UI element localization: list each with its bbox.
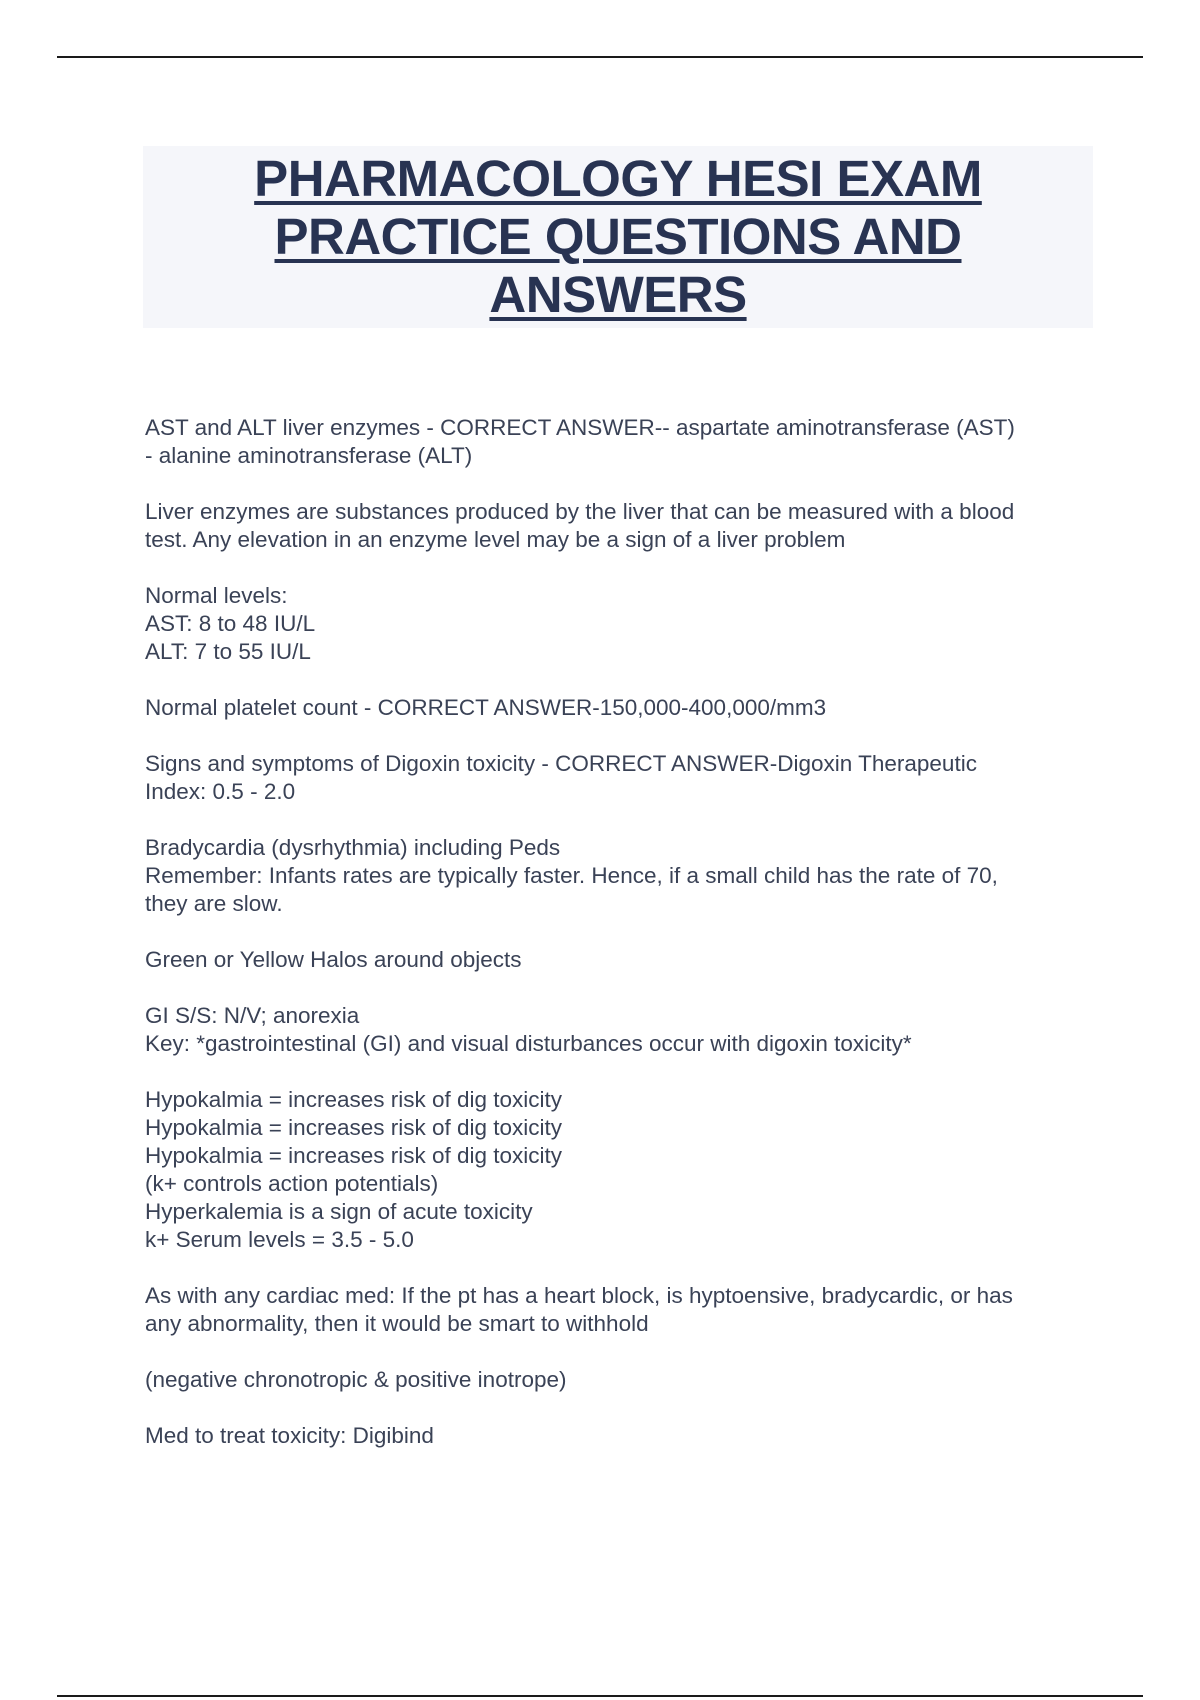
text-line: Hypokalmia = increases risk of dig toxicity: [145, 1143, 563, 1168]
text-line: k+ Serum levels = 3.5 - 5.0: [145, 1227, 414, 1252]
paragraph: [145, 414, 1100, 470]
text-line: AST and ALT liver enzymes - CORRECT ANSWER-- aspartate aminotransferase (AST): [145, 415, 1015, 440]
text-line: they are slow.: [145, 891, 283, 916]
paragraph: [145, 1422, 1100, 1450]
paragraph: [145, 750, 1100, 806]
text-line: test. Any elevation in an enzyme level may be a sign of a liver problem: [145, 527, 846, 552]
text-line: (k+ controls action potentials): [145, 1171, 439, 1196]
text-line: Hyperkalemia is a sign of acute toxicity: [145, 1199, 533, 1224]
paragraph: [145, 498, 1100, 554]
text-line: As with any cardiac med: If the pt has a heart block, is hyptoensive, bradycardic, or has: [145, 1283, 1013, 1308]
paragraph: [145, 582, 1100, 666]
title-line: PHARMACOLOGY HESI EXAM: [254, 150, 982, 207]
paragraph: [145, 834, 1100, 918]
text-line: - alanine aminotransferase (ALT): [145, 443, 473, 468]
paragraph: [145, 946, 1100, 974]
text-line: Hypokalmia = increases risk of dig toxicity: [145, 1115, 563, 1140]
bottom-rule: [57, 1695, 1143, 1697]
text-line: Hypokalmia = increases risk of dig toxicity: [145, 1087, 563, 1112]
top-rule: [57, 56, 1143, 58]
paragraph: [145, 694, 1100, 722]
paragraph: [145, 1282, 1100, 1338]
text-line: Green or Yellow Halos around objects: [145, 947, 522, 972]
paragraph: [145, 1086, 1100, 1254]
text-line: AST: 8 to 48 IU/L: [145, 611, 316, 636]
text-line: Index: 0.5 - 2.0: [145, 779, 296, 804]
paragraph: [145, 1366, 1100, 1394]
title-line: ANSWERS: [489, 266, 747, 323]
text-line: GI S/S: N/V; anorexia: [145, 1003, 360, 1028]
text-line: Bradycardia (dysrhythmia) including Peds: [145, 835, 561, 860]
text-line: Remember: Infants rates are typically faster. Hence, if a small child has the rate of 70,: [145, 863, 998, 888]
text-line: Med to treat toxicity: Digibind: [145, 1423, 434, 1448]
text-line: ALT: 7 to 55 IU/L: [145, 639, 311, 664]
document-body: [145, 414, 1100, 1478]
text-line: (negative chronotropic & positive inotrope): [145, 1367, 567, 1392]
text-line: Normal platelet count - CORRECT ANSWER-150,000-400,000/mm3: [145, 695, 827, 720]
text-line: Signs and symptoms of Digoxin toxicity - CORRECT ANSWER-Digoxin Therapeutic: [145, 751, 977, 776]
text-line: Key: *gastrointestinal (GI) and visual disturbances occur with digoxin toxicity*: [145, 1031, 912, 1056]
text-line: Normal levels:: [145, 583, 288, 608]
text-line: any abnormality, then it would be smart to withhold: [145, 1311, 649, 1336]
paragraph: [145, 1002, 1100, 1058]
text-line: Liver enzymes are substances produced by the liver that can be measured with a blood: [145, 499, 1015, 524]
title-line: PRACTICE QUESTIONS AND: [274, 208, 962, 265]
title-banner: [143, 146, 1093, 328]
